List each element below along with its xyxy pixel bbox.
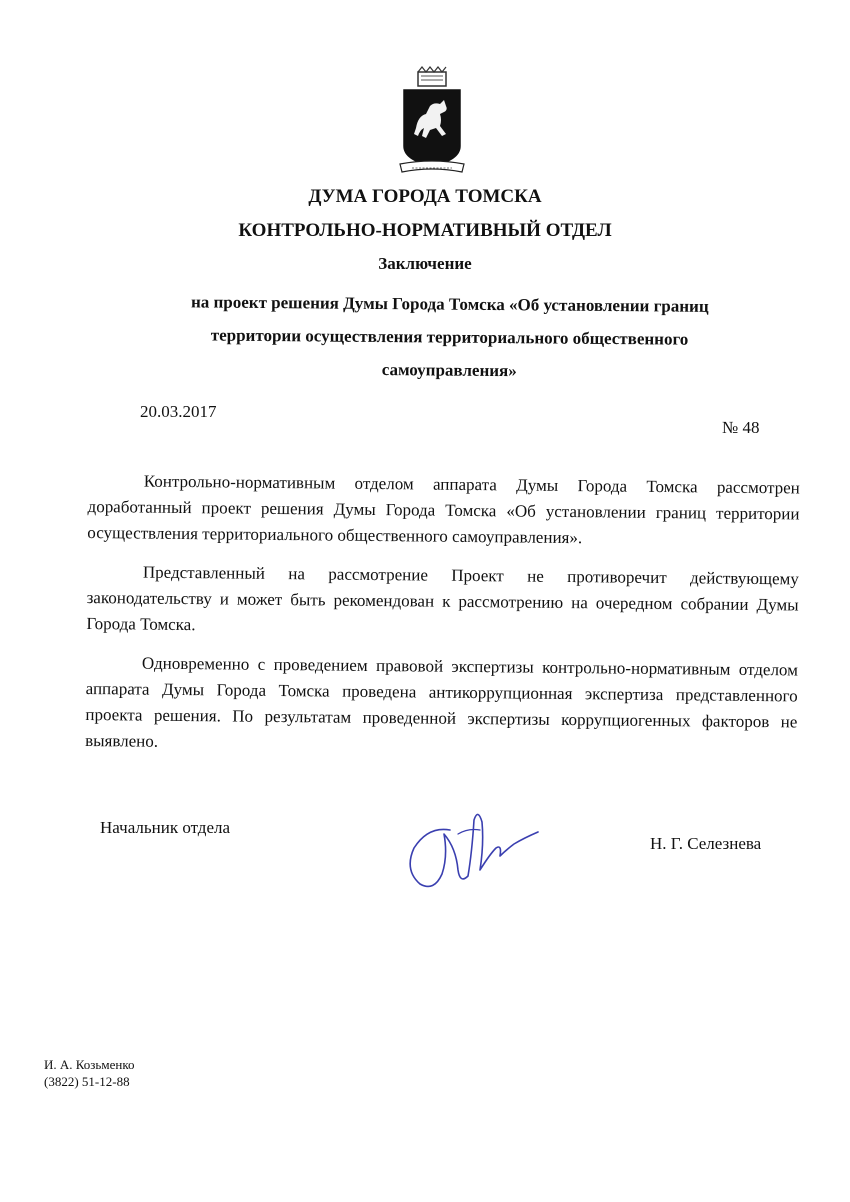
document-subject bbox=[149, 285, 750, 389]
body-paragraph: Контрольно-нормативным отделом аппарата Думы Города Томска рассмотрен доработанный проект решения Думы Города Томска «Об установлении границ территории осуществления территориального общественного самоуправления». bbox=[87, 471, 800, 548]
signer-name: Н. Г. Селезнева bbox=[650, 834, 762, 853]
executor-phone: (3822) 51-12-88 bbox=[44, 1074, 130, 1089]
document-number: № 48 bbox=[722, 418, 760, 437]
executor-contact bbox=[44, 1056, 134, 1090]
subject-line: территории осуществления территориального общественного bbox=[210, 325, 689, 349]
executor-name: И. А. Козьменко bbox=[44, 1057, 135, 1072]
subject-line: на проект решения Думы Города Томска «Об установлении границ bbox=[190, 292, 709, 316]
document-date: 20.03.2017 bbox=[140, 402, 217, 421]
subject-line: самоуправления» bbox=[381, 360, 517, 381]
document-body bbox=[85, 468, 800, 774]
organization-title: ДУМА ГОРОДА ТОМСКА bbox=[308, 186, 542, 207]
document-type-title: Заключение bbox=[378, 254, 472, 273]
department-title: КОНТРОЛЬНО-НОРМАТИВНЫЙ ОТДЕЛ bbox=[238, 220, 612, 241]
signer-position: Начальник отдела bbox=[100, 818, 231, 837]
handwritten-signature-icon bbox=[398, 800, 548, 896]
tomsk-city-coat-of-arms-icon bbox=[396, 66, 468, 178]
body-paragraph: Одновременно с проведением правовой экспертизы контрольно-нормативным отделом аппарата Думы Города Томска проведена антикоррупционная экспертиза представленного проекта решения. По результатам проведенной экспертизы коррупциогенных факторов не выявлено. bbox=[85, 653, 799, 751]
body-paragraph: Представленный на рассмотрение Проект не противоречит действующему законодательству и может быть рекомендован к рассмотрению на очередном собрании Думы Города Томска. bbox=[86, 562, 799, 635]
